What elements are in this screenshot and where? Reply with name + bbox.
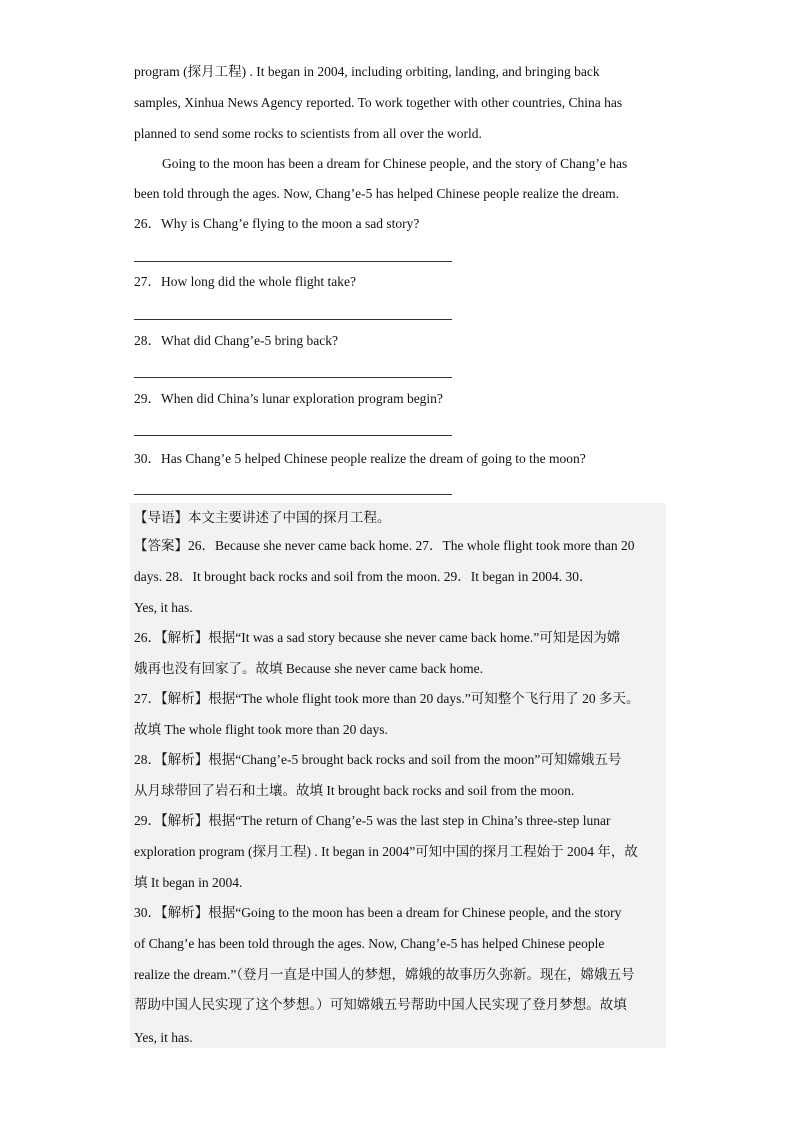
answer-blank-26[interactable] xyxy=(134,261,452,262)
explanation-line: exploration program (探月工程) . It began in 2004”可知中国的探月工程始于 2004 年，故 xyxy=(134,844,638,859)
question-26: 26．Why is Chang’e flying to the moon a sad story? xyxy=(134,216,420,231)
passage-line: been told through the ages. Now, Chang’e-5 has helped Chinese people realize the dream. xyxy=(134,186,619,201)
explanation-line: 从月球带回了岩石和土壤。故填 It brought back rocks and soil from the moon. xyxy=(134,783,575,798)
answer-blank-30[interactable] xyxy=(134,494,452,495)
passage-line: Going to the moon has been a dream for Chinese people, and the story of Chang’e has xyxy=(162,156,628,171)
answer-key-line: 【答案】26．Because she never came back home. 27．The whole flight took more than 20 xyxy=(134,538,635,553)
answer-key-line: days. 28．It brought back rocks and soil from the moon. 29．It began in 2004. 30． xyxy=(134,569,593,584)
passage-line: samples, Xinhua News Agency reported. To work together with other countries, China has xyxy=(134,95,623,110)
explanation-line: 帮助中国人民实现了这个梦想。）可知嫦娥五号帮助中国人民实现了登月梦想。故填 xyxy=(134,997,627,1012)
passage-line: planned to send some rocks to scientists from all over the world. xyxy=(134,126,482,141)
answer-blank-29[interactable] xyxy=(134,435,452,436)
explanation-line: 26．【解析】根据“It was a sad story because she never came back home.”可知是因为嫦 xyxy=(134,630,621,645)
passage-line: program (探月工程) . It began in 2004, including orbiting, landing, and bringing back xyxy=(134,64,600,79)
answer-intro: 【导语】本文主要讲述了中国的探月工程。 xyxy=(134,510,391,525)
explanation-line: 28．【解析】根据“Chang’e-5 brought back rocks and soil from the moon”可知嫦娥五号 xyxy=(134,752,622,767)
answer-key-line: Yes, it has. xyxy=(134,600,193,615)
answer-blank-28[interactable] xyxy=(134,377,452,378)
explanation-line: 填 It began in 2004. xyxy=(134,875,243,890)
question-29: 29．When did China’s lunar exploration program begin? xyxy=(134,391,443,406)
explanation-line: Yes, it has. xyxy=(134,1030,193,1045)
explanation-line: realize the dream.”（登月一直是中国人的梦想，嫦娥的故事历久弥新。现在，嫦娥五号 xyxy=(134,967,635,982)
explanation-line: 27．【解析】根据“The whole flight took more than 20 days.”可知整个飞行用了 20 多天。 xyxy=(134,691,640,706)
explanation-line: 娥再也没有回家了。故填 Because she never came back home. xyxy=(134,661,484,676)
explanation-line: 故填 The whole flight took more than 20 days. xyxy=(134,722,388,737)
answer-blank-27[interactable] xyxy=(134,319,452,320)
explanation-line: 30．【解析】根据“Going to the moon has been a dream for Chinese people, and the story xyxy=(134,905,622,920)
explanation-line: of Chang’e has been told through the ages. Now, Chang’e-5 has helped Chinese people xyxy=(134,936,605,951)
question-30: 30．Has Chang’e 5 helped Chinese people realize the dream of going to the moon? xyxy=(134,451,586,466)
question-28: 28．What did Chang’e-5 bring back? xyxy=(134,333,338,348)
explanation-line: 29．【解析】根据“The return of Chang’e-5 was the last step in China’s three-step lunar xyxy=(134,813,611,828)
question-27: 27．How long did the whole flight take? xyxy=(134,274,356,289)
